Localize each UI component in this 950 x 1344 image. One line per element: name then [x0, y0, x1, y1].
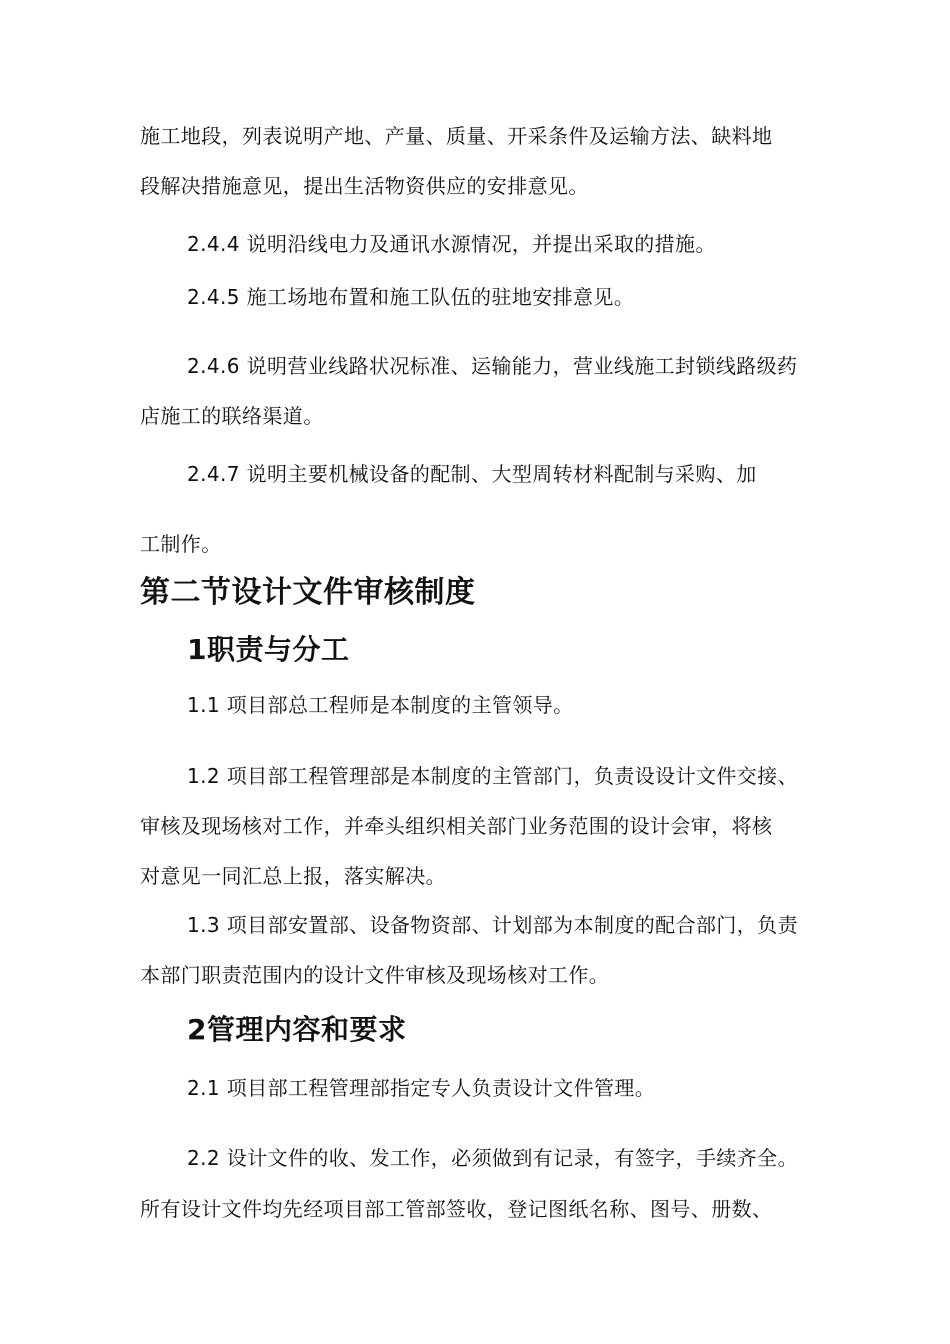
body-line: 2.4.5 施工场地布置和施工队伍的驻地安排意见。 [187, 285, 635, 309]
body-line: 1.1 项目部总工程师是本制度的主管领导。 [187, 693, 574, 717]
body-line: 本部门职责范围内的设计文件审核及现场核对工作。 [140, 963, 610, 987]
body-line: 2.4.6 说明营业线路状况标准、运输能力，营业线施工封锁线路级药 [187, 354, 798, 378]
body-line: 审核及现场核对工作，并牵头组织相关部门业务范围的设计会审，将核 [140, 814, 773, 838]
body-line: 1.3 项目部安置部、设备物资部、计划部为本制度的配合部门，负责 [187, 913, 798, 937]
body-line: 段解决措施意见，提出生活物资供应的安排意见。 [140, 174, 589, 198]
body-line: 2.1 项目部工程管理部指定专人负责设计文件管理。 [187, 1076, 656, 1100]
body-line: 所有设计文件均先经项目部工管部签收，登记图纸名称、图号、册数、 [140, 1197, 773, 1221]
body-line: 2.4.4 说明沿线电力及通讯水源情况，并提出采取的措施。 [187, 232, 716, 256]
body-line: 2.4.7 说明主要机械设备的配制、大型周转材料配制与采购、加 [187, 462, 757, 486]
subsection-heading: 1职责与分工 [187, 633, 350, 666]
body-line: 施工地段，列表说明产地、产量、质量、开采条件及运输方法、缺料地 [140, 124, 773, 148]
body-line: 2.2 设计文件的收、发工作，必须做到有记录，有签字，手续齐全。 [187, 1146, 798, 1170]
section-heading: 第二节设计文件审核制度 [140, 575, 476, 610]
body-line: 工制作。 [140, 532, 222, 556]
body-line: 店施工的联络渠道。 [140, 404, 324, 428]
body-line: 1.2 项目部工程管理部是本制度的主管部门，负责设设计文件交接、 [187, 764, 798, 788]
body-line: 对意见一同汇总上报，落实解决。 [140, 864, 446, 888]
subsection-heading: 2管理内容和要求 [187, 1013, 407, 1046]
